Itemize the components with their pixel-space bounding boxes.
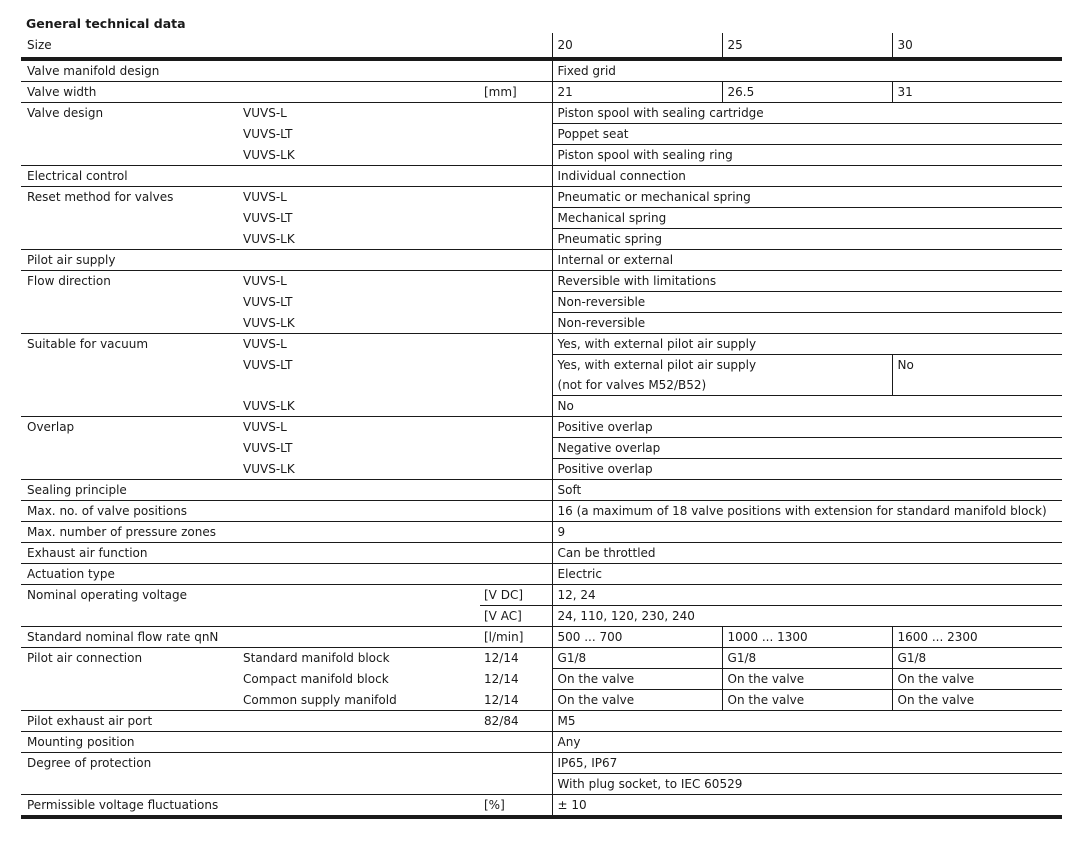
unit-cell: [%]: [480, 795, 552, 818]
table-row: [21, 271, 1062, 292]
port-cell: 82/84: [480, 711, 552, 732]
variant-label: VUVS-LT: [243, 210, 293, 225]
row-value: Soft: [552, 480, 1062, 501]
value-size-25: On the valve: [722, 690, 892, 711]
value-size-20: On the valve: [552, 690, 722, 711]
variant-label: VUVS-L: [243, 106, 287, 120]
row-value: [552, 355, 892, 396]
row-label: Max. number of pressure zones: [21, 522, 552, 543]
row-label: Mounting position: [21, 732, 552, 753]
value-size-20: 500 ... 700: [552, 627, 722, 648]
value-size-30: 31: [892, 82, 1062, 103]
row-value: 24, 110, 120, 230, 240: [552, 606, 1062, 627]
table-row: [21, 59, 1062, 82]
row-value: Individual connection: [552, 166, 1062, 187]
row-value: Piston spool with sealing cartridge: [552, 103, 1062, 124]
size-label: Size: [21, 33, 552, 59]
port-cell: 12/14: [484, 651, 519, 665]
value-size-25: G1/8: [722, 648, 892, 669]
row-label: Pilot air connection: [21, 648, 238, 711]
row-value: Piston spool with sealing ring: [552, 145, 1062, 166]
row-value: With plug socket, to IEC 60529: [552, 774, 1062, 795]
variant-label: VUVS-LT: [243, 440, 293, 455]
variant-label: VUVS-L: [243, 337, 287, 351]
row-value: Reversible with limitations: [552, 271, 1062, 292]
row-value: IP65, IP67: [552, 753, 1062, 774]
value-size-25: On the valve: [722, 669, 892, 690]
row-value: Poppet seat: [552, 124, 1062, 145]
variant-label: VUVS-L: [243, 420, 287, 434]
table-row: [21, 334, 1062, 355]
row-value: Pneumatic or mechanical spring: [552, 187, 1062, 208]
table-row: [21, 753, 1062, 774]
row-value: No: [552, 396, 1062, 417]
row-value: Fixed grid: [552, 59, 1062, 82]
table-row: [21, 795, 1062, 818]
value-line: Yes, with external pilot air supply: [557, 358, 757, 372]
value-note: (not for valves M52/B52): [557, 378, 707, 392]
row-value: Positive overlap: [552, 459, 1062, 480]
variant-label: Standard manifold block: [243, 651, 390, 665]
table-title: General technical data: [26, 16, 186, 31]
value-size-30: 1600 ... 2300: [892, 627, 1062, 648]
row-label: Suitable for vacuum: [21, 334, 238, 417]
row-label: Flow direction: [21, 271, 238, 334]
table-row: [21, 166, 1062, 187]
row-value: 12, 24: [552, 585, 1062, 606]
variant-label: VUVS-LK: [238, 313, 552, 334]
unit-cell: [l/min]: [480, 627, 552, 648]
unit-cell: [V AC]: [480, 606, 552, 627]
row-value: Electric: [552, 564, 1062, 585]
row-label: Degree of protection: [21, 753, 552, 795]
variant-label: VUVS-LT: [243, 294, 293, 309]
row-label: Sealing principle: [21, 480, 552, 501]
variant-label: Common supply manifold: [238, 690, 480, 711]
row-label: Pilot exhaust air port: [21, 711, 480, 732]
row-label: Permissible voltage fluctuations: [21, 795, 480, 818]
row-label: Valve manifold design: [21, 59, 552, 82]
port-cell: 12/14: [484, 671, 519, 686]
value-size-25: 26.5: [722, 82, 892, 103]
row-value: Positive overlap: [552, 417, 1062, 438]
value-size-30: G1/8: [892, 648, 1062, 669]
row-value: Internal or external: [552, 250, 1062, 271]
row-value: Mechanical spring: [552, 208, 1062, 229]
row-value: Any: [552, 732, 1062, 753]
row-label: Valve width: [21, 82, 480, 103]
value-size-20: On the valve: [552, 669, 722, 690]
variant-label: Compact manifold block: [243, 671, 389, 686]
row-label: Exhaust air function: [21, 543, 552, 564]
row-value: Non-reversible: [552, 313, 1062, 334]
technical-data-table: [21, 33, 1062, 819]
size-header-row: [21, 33, 1062, 59]
row-label: Nominal operating voltage: [21, 585, 480, 627]
unit-cell: [mm]: [480, 82, 552, 103]
table-row: [21, 627, 1062, 648]
variant-label: VUVS-LK: [238, 459, 552, 480]
row-label: Standard nominal flow rate qnN: [21, 627, 480, 648]
value-size-30: On the valve: [892, 690, 1062, 711]
row-value: Negative overlap: [552, 438, 1062, 459]
row-value: ± 10: [552, 795, 1062, 818]
table-row: [21, 732, 1062, 753]
value-size-30: On the valve: [892, 669, 1062, 690]
row-label: Actuation type: [21, 564, 552, 585]
unit-cell: [V DC]: [480, 585, 552, 606]
table-row: [21, 187, 1062, 208]
row-value: Yes, with external pilot air supply: [552, 334, 1062, 355]
table-row: [21, 480, 1062, 501]
variant-label: VUVS-LK: [238, 145, 552, 166]
row-value: 9: [552, 522, 1062, 543]
table-row: [21, 564, 1062, 585]
row-value: Pneumatic spring: [552, 229, 1062, 250]
variant-label: VUVS-L: [243, 274, 287, 288]
row-label: Max. no. of valve positions: [21, 501, 552, 522]
row-value: Can be throttled: [552, 543, 1062, 564]
table-row: [21, 543, 1062, 564]
row-label: Valve design: [21, 103, 238, 166]
table-row: [21, 103, 1062, 124]
size-20-header: 20: [552, 33, 722, 59]
row-value: Non-reversible: [552, 292, 1062, 313]
size-30-header: 30: [892, 33, 1062, 59]
table-row: [21, 711, 1062, 732]
value-size-20: 21: [552, 82, 722, 103]
variant-label: VUVS-LK: [238, 229, 552, 250]
table-row: [21, 82, 1062, 103]
size-25-header: 25: [722, 33, 892, 59]
table-row: [21, 522, 1062, 543]
value-size-30: No: [892, 355, 1062, 396]
row-value: M5: [552, 711, 1062, 732]
technical-data-sheet: [21, 14, 1062, 819]
variant-label: VUVS-LK: [238, 396, 552, 417]
table-row: [21, 501, 1062, 522]
table-row: [21, 250, 1062, 271]
row-label: Electrical control: [21, 166, 552, 187]
value-size-25: 1000 ... 1300: [722, 627, 892, 648]
row-label: Pilot air supply: [21, 250, 552, 271]
row-label: Reset method for valves: [21, 187, 238, 250]
table-row: [21, 585, 1062, 606]
table-row: [21, 417, 1062, 438]
table-row: [21, 648, 1062, 669]
variant-label: VUVS-LT: [243, 126, 293, 141]
port-cell: 12/14: [480, 690, 552, 711]
variant-label: VUVS-LT: [243, 357, 293, 372]
variant-label: VUVS-L: [243, 190, 287, 204]
row-value: 16 (a maximum of 18 valve positions with extension for standard manifold block): [552, 501, 1062, 522]
value-size-20: G1/8: [552, 648, 722, 669]
row-label: Overlap: [21, 417, 238, 480]
